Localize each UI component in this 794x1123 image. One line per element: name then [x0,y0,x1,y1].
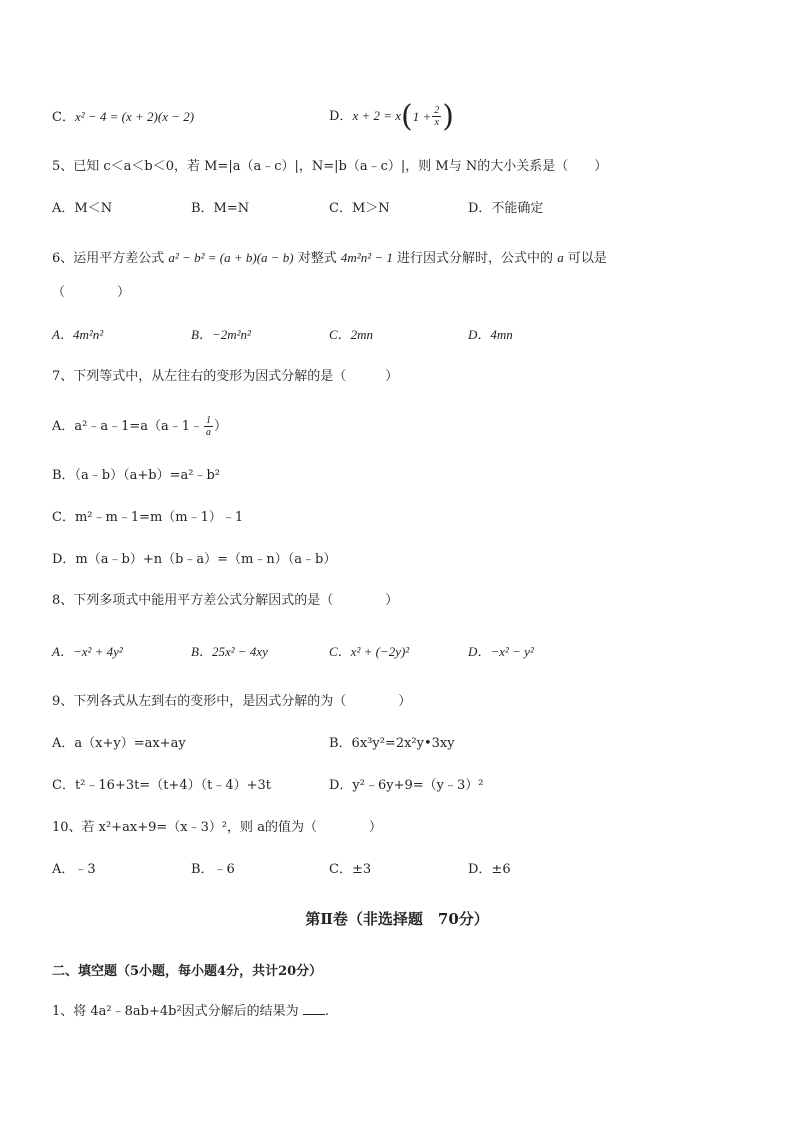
q5-option-a[interactable]: A．M＜N [52,201,113,216]
q9-option-a[interactable]: A．a（x+y）=ax+ay [52,736,186,751]
section-title: 第Ⅱ卷（非选择题 70分） [305,910,489,928]
q4-option-c [52,107,194,128]
fill-q1-end: . [324,1004,329,1019]
fraction-denominator: x [434,117,439,128]
fraction [204,415,213,438]
fraction-denominator: a [206,427,212,438]
q7-stem: 7、下列等式中，从左往右的变形为因式分解的是（ ） [52,369,399,384]
q6-stem [52,248,607,269]
q6-formula: a² − b² = (a + b)(a − b) [168,250,294,265]
q6-stem-part: 可以是 [567,251,607,266]
option-text: x + 2 = x [352,108,402,123]
part-title: 二、填空题（5小题，每小题4分，共计20分） [52,964,323,979]
q8-option-c[interactable]: C．x² + (−2y)² [329,644,410,659]
q10-stem: 10、若 x²+ax+9=（x﹣3）²，则 a的值为（ ） [52,820,382,835]
q6-answer-paren: （ ） [52,285,131,300]
q6-variable: a [557,250,564,265]
q10-option-b[interactable]: B．﹣6 [191,862,235,877]
answer-blank[interactable] [303,1002,325,1015]
q6-stem-part: 6、运用平方差公式 [52,251,165,266]
q9-stem: 9、下列各式从左到右的变形中，是因式分解的为（ ） [52,694,412,709]
q8-stem: 8、下列多项式中能用平方差公式分解因式的是（ ） [52,593,399,608]
fraction-numerator: 1 [206,415,212,426]
fill-q1-text: 1、将 4a²﹣8ab+4b²因式分解后的结果为 [52,1004,299,1019]
q9-option-d[interactable]: D．y²﹣6y+9=（y﹣3）² [329,778,484,793]
option-label: C． [52,110,75,125]
fraction [432,105,441,128]
q4-option-d [329,99,454,134]
q9-option-b[interactable]: B．6x³y²=2x²y•3xy [329,736,455,751]
q10-option-c[interactable]: C．±3 [329,862,372,877]
fraction-numerator: 2 [434,105,440,116]
q7-option-b[interactable]: B．（a﹣b）（a+b）=a²﹣b² [52,468,220,483]
q6-option-d[interactable]: D．4mn [468,327,513,342]
paren-group: ( 1 + $\frac{2}{x}$ ) [401,98,454,134]
q5-option-d[interactable]: D．不能确定 [468,201,544,216]
fill-q1 [52,1002,329,1022]
option-text: A．a²﹣a﹣1=a（a﹣1﹣ [52,419,204,434]
option-text: ） [214,419,228,434]
q6-option-a[interactable]: A．4m²n² [52,327,104,342]
q8-option-a[interactable]: A．−x² + 4y² [52,644,123,659]
q5-stem: 5、已知 c＜a＜b＜0，若 M=|a（a﹣c）|，N=|b（a﹣c）|，则 M与 N的大小关系是（ ） [52,159,608,174]
q10-option-a[interactable]: A．﹣3 [52,862,96,877]
q7-option-a[interactable] [52,413,227,441]
option-label: D． [329,109,353,124]
q8-option-b[interactable]: B．25x² − 4xy [191,644,268,659]
option-text: x² − 4 = (x + 2)(x − 2) [74,109,195,124]
q7-option-c[interactable]: C．m²﹣m﹣1=m（m﹣1）﹣1 [52,510,244,525]
q6-option-b[interactable]: B．−2m²n² [191,327,251,342]
q6-stem-part: 对整式 [297,251,337,266]
q5-option-b[interactable]: B．M=N [191,201,250,216]
q5-option-c[interactable]: C．M＞N [329,201,390,216]
one-plus: 1 + [412,108,432,124]
q7-option-d[interactable]: D．m（a﹣b）+n（b﹣a）=（m﹣n）（a﹣b） [52,552,337,567]
q6-expression: 4m²n² − 1 [340,250,393,265]
q6-option-c[interactable]: C．2mn [329,327,374,342]
q6-stem-part: 进行因式分解时，公式中的 [397,251,554,266]
q8-option-d[interactable]: D．−x² − y² [468,644,534,659]
q10-option-d[interactable]: D．±6 [468,862,511,877]
q9-option-c[interactable]: C．t²﹣16+3t=（t+4）（t﹣4）+3t [52,778,271,793]
